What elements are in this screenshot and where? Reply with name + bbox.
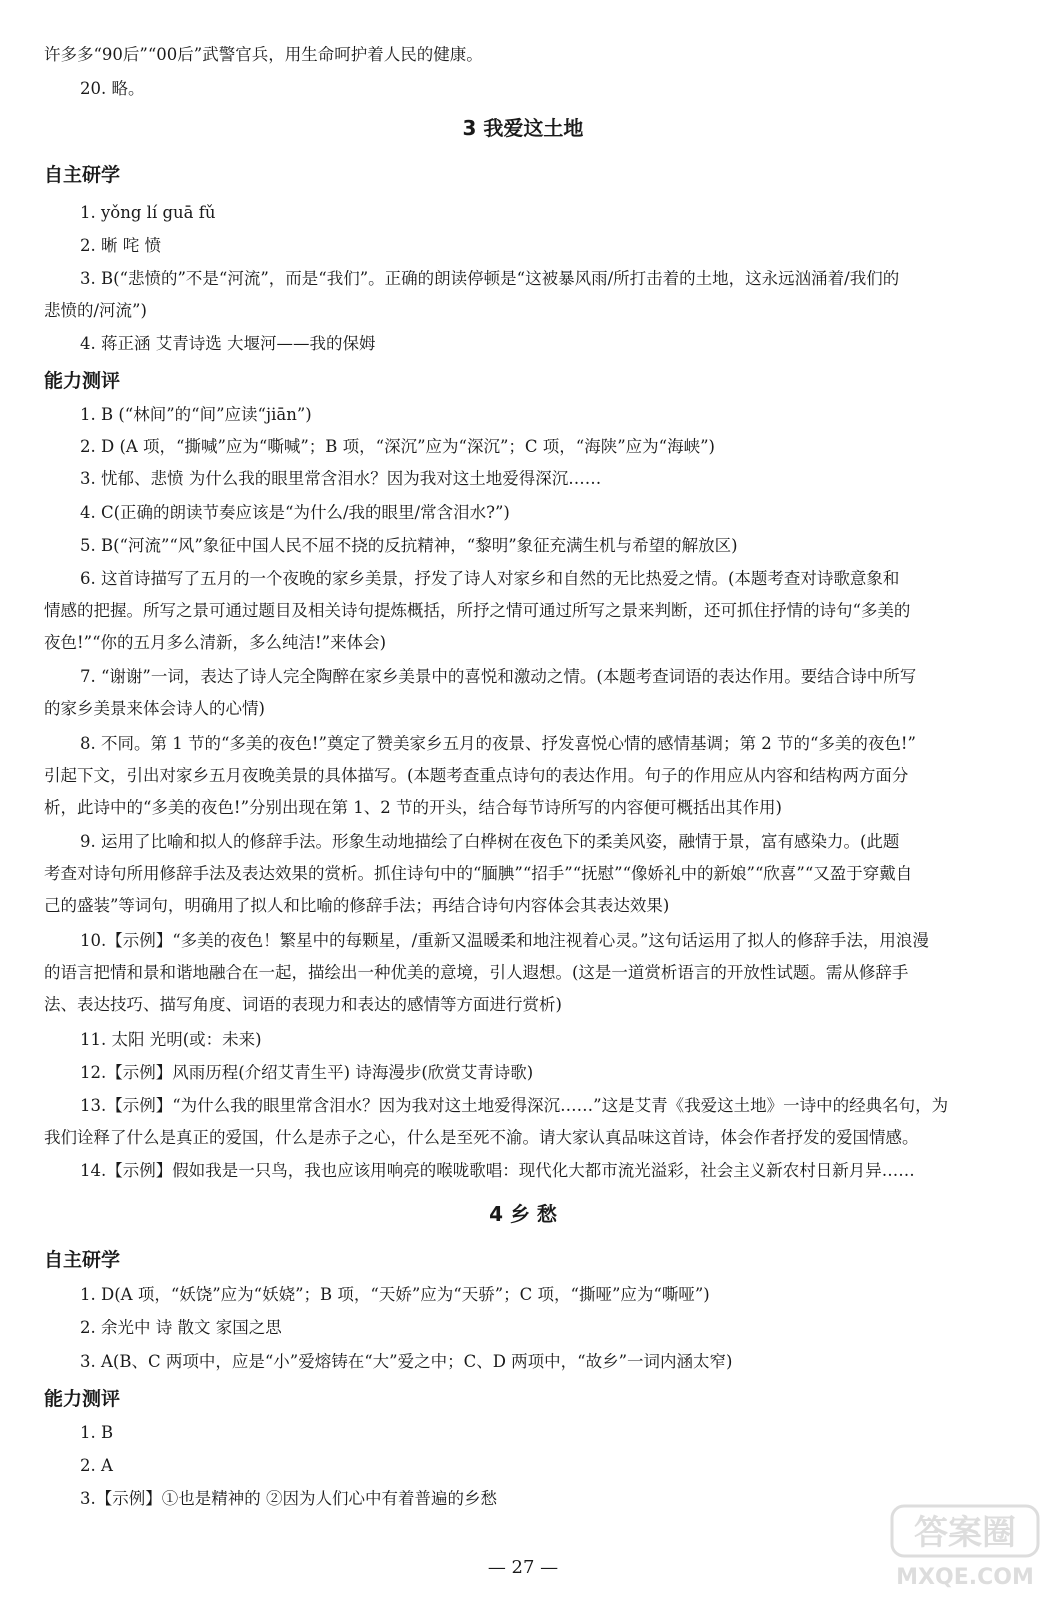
answer-line: 1. yǒng lí guā fǔ xyxy=(80,203,216,222)
answer-20: 20. 略。 xyxy=(80,79,145,98)
answer-line: 13.【示例】“为什么我的眼里常含泪水？因为我对这土地爱得深沉……”这是艾青《我爱这土地》一诗中的经典名句，为 xyxy=(80,1096,949,1115)
lesson-4-title: 4 乡 愁 xyxy=(489,1202,557,1226)
answer-line: 10.【示例】“多美的夜色！繁星中的每颗星，/重新又温暖柔和地注视着心灵。”这句话运用了拟人的修辞手法，用浪漫 xyxy=(80,931,929,950)
answer-line: 夜色!”“你的五月多么清新，多么纯洁!”来体会) xyxy=(44,633,387,652)
text-line: 许多多“90后”“00后”武警官兵，用生命呵护着人民的健康。 xyxy=(44,45,483,64)
answer-line: 9. 运用了比喻和拟人的修辞手法。形象生动地描绘了白桦树在夜色下的柔美风姿，融情于景，富有感染力。(此题 xyxy=(80,832,900,851)
answer-line: 12.【示例】风雨历程(介绍艾青生平) 诗海漫步(欣赏艾青诗歌) xyxy=(80,1063,534,1082)
answer-line: 3. B(“悲愤的”不是“河流”，而是“我们”。正确的朗读停顿是“这被暴风雨/所打击着的土地，这永远汹涌着/我们的 xyxy=(80,269,900,288)
page-number: — 27 — xyxy=(487,1557,559,1578)
watermark-text: 答案圈 xyxy=(914,1513,1016,1553)
answer-line: 1. D(A 项，“妖饶”应为“妖娆”；B 项，“天娇”应为“天骄”；C 项，“撕哑”应为“嘶哑”) xyxy=(80,1285,710,1304)
watermark-logo-icon xyxy=(890,1502,1040,1592)
answer-line: 3.【示例】①也是精神的 ②因为人们心中有着普遍的乡愁 xyxy=(80,1489,497,1508)
answer-line: 我们诠释了什么是真正的爱国，什么是赤子之心，什么是至死不渝。请大家认真品味这首诗，体会作者抒发的爱国情感。 xyxy=(44,1128,919,1147)
answer-line: 的语言把情和景和谐地融合在一起，描绘出一种优美的意境，引人遐想。(这是一道赏析语言的开放性试题。需从修辞手 xyxy=(44,963,909,982)
answer-line: 8. 不同。第 1 节的“多美的夜色!”奠定了赞美家乡五月的夜景、抒发喜悦心情的感情基调；第 2 节的“多美的夜色!” xyxy=(80,734,916,753)
answer-line: 4. C(正确的朗读节奏应该是“为什么/我的眼里/常含泪水?”) xyxy=(80,503,510,522)
section-heading-ability-test: 能力测评 xyxy=(44,370,121,392)
answer-line: 11. 太阳 光明(或：未来) xyxy=(80,1030,262,1049)
answer-line: 2. D (A 项，“撕喊”应为“嘶喊”；B 项，“深沉”应为“深沉”；C 项，“海陕”应为“海峡”) xyxy=(80,437,715,456)
answer-line: 情感的把握。所写之景可通过题目及相关诗句提炼概括，所抒之情可通过所写之景来判断，还可抓住抒情的诗句“多美的 xyxy=(44,601,911,620)
answer-line: 法、表达技巧、描写角度、词语的表现力和表达的感情等方面进行赏析) xyxy=(44,995,562,1014)
answer-line: 5. B(“河流”“风”象征中国人民不屈不挠的反抗精神，“黎明”象征充满生机与希望的解放区) xyxy=(80,536,738,555)
answer-line: 2. 晰 咤 愤 xyxy=(80,236,161,255)
answer-line: 3. 忧郁、悲愤 为什么我的眼里常含泪水？因为我对这土地爱得深沉…… xyxy=(80,469,602,488)
section-heading-ability-test: 能力测评 xyxy=(44,1388,121,1410)
answer-line: 7. “谢谢”一词，表达了诗人完全陶醉在家乡美景中的喜悦和激动之情。(本题考查词语的表达作用。要结合诗中所写 xyxy=(80,667,917,686)
answer-line: 1. B (“林间”的“间”应读“jiān”) xyxy=(80,405,312,424)
lesson-3-title: 3 我爱这土地 xyxy=(462,116,584,140)
answer-line: 6. 这首诗描写了五月的一个夜晚的家乡美景，抒发了诗人对家乡和自然的无比热爱之情。(本题考查对诗歌意象和 xyxy=(80,569,900,588)
answer-line: 引起下文，引出对家乡五月夜晚美景的具体描写。(本题考查重点诗句的表达作用。句子的作用应从内容和结构两方面分 xyxy=(44,766,909,785)
answer-line: 3. A(B、C 两项中，应是“小”爱熔铸在“大”爱之中；C、D 两项中，“故乡”一词内涵太窄) xyxy=(80,1352,733,1371)
answer-line: 的家乡美景来体会诗人的心情) xyxy=(44,699,265,718)
watermark-url: MXQE.COM xyxy=(896,1565,1034,1590)
section-heading-self-study: 自主研学 xyxy=(44,1249,121,1271)
answer-line: 2. A xyxy=(80,1456,113,1475)
answer-line: 考查对诗句所用修辞手法及表达效果的赏析。抓住诗句中的“腼腆”“招手”“抚慰”“像娇礼中的新娘”“欣喜”“又盈于穿戴自 xyxy=(44,864,913,883)
answer-line: 析，此诗中的“多美的夜色!”分别出现在第 1、2 节的开头，结合每节诗所写的内容便可概括出其作用) xyxy=(44,798,782,817)
section-heading-self-study: 自主研学 xyxy=(44,164,121,186)
answer-line: 己的盛装”等词句，明确用了拟人和比喻的修辞手法；再结合诗句内容体会其表达效果) xyxy=(44,896,670,915)
answer-line: 14.【示例】假如我是一只鸟，我也应该用响亮的喉咙歌唱：现代化大都市流光溢彩，社会主义新农村日新月异…… xyxy=(80,1161,915,1180)
answer-line: 1. B xyxy=(80,1423,114,1442)
answer-line: 悲愤的/河流”) xyxy=(44,301,147,320)
answer-line: 4. 蒋正涵 艾青诗选 大堰河——我的保姆 xyxy=(80,334,376,353)
answer-line: 2. 余光中 诗 散文 家国之思 xyxy=(80,1318,282,1337)
